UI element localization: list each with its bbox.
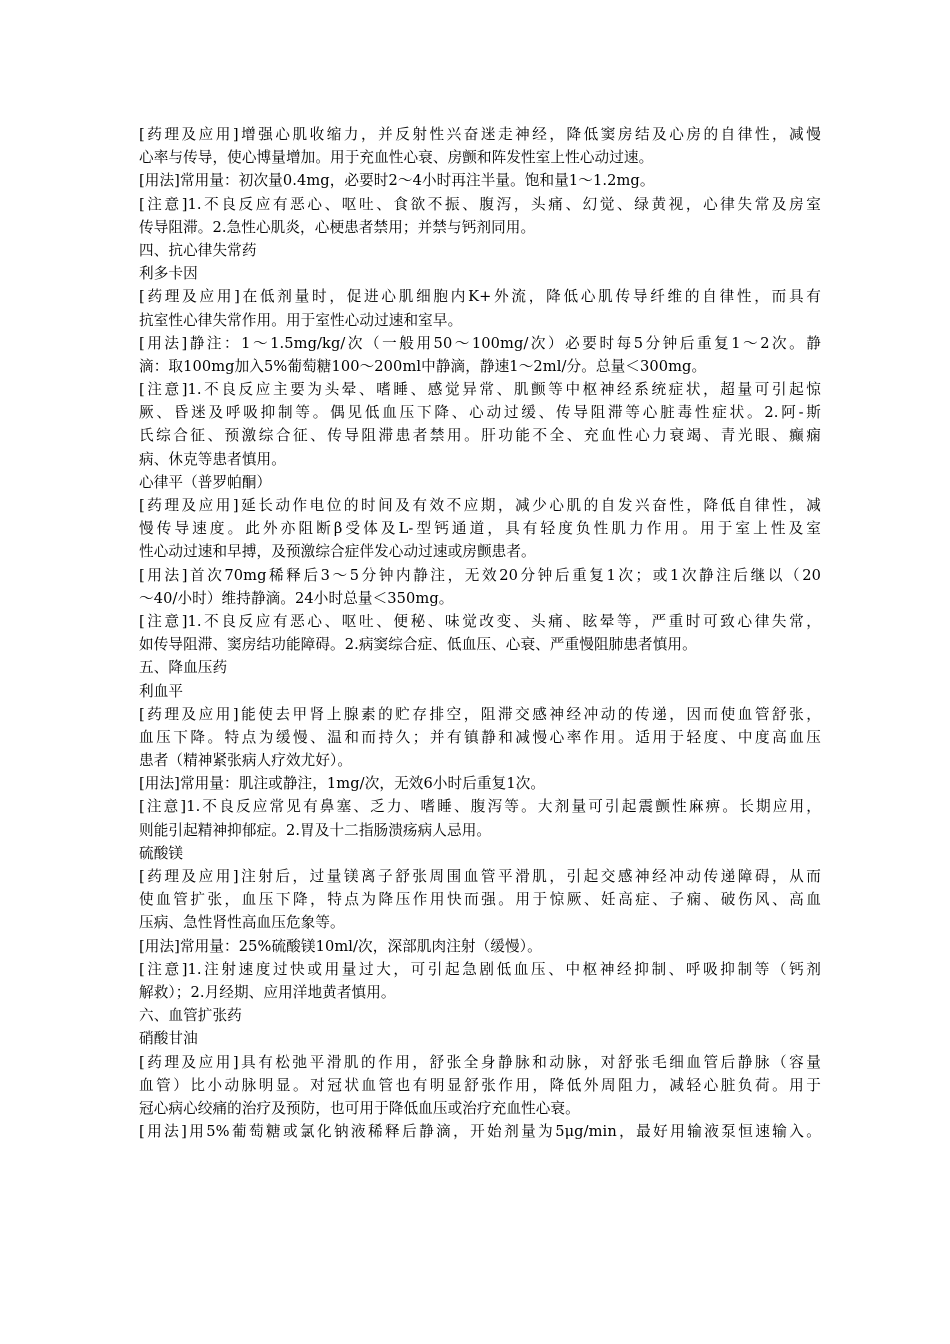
text-line: 患者（精神紧张病人疗效尤好）。 [139, 752, 353, 770]
text-line: [注意]1.不良反应有恶心、呕吐、便秘、味觉改变、头痛、眩晕等，严重时可致心律失常， [139, 612, 821, 630]
text-line: 冠心病心绞痛的治疗及预防，也可用于降低血压或治疗充血性心衰。 [139, 1099, 580, 1117]
text-line: ～40/小时）维持静滴。24小时总量＜350mg。 [139, 589, 454, 607]
text-line: 滴：取100mg加入5%葡萄糖100～200ml中静滴，静速1～2ml/分。总量＜300mg。 [139, 357, 707, 375]
text-line: 硫酸镁 [139, 844, 184, 862]
text-line: [药理及应用]延长动作电位的时间及有效不应期，减少心肌的自发兴奋性，降低自律性，减 [139, 497, 821, 514]
text-line: 慢传导速度。此外亦阻断β受体及L-型钙通道，具有轻度负性肌力作用。用于室上性及室 [139, 520, 821, 538]
text-line: 利多卡因 [139, 265, 198, 283]
text-line: 厥、昏迷及呼吸抑制等。偶见低血压下降、心动过缓、传导阻滞等心脏毒性症状。2.阿-斯 [139, 404, 821, 422]
text-line: 压病、急性肾性高血压危象等。 [139, 914, 345, 932]
text-line: 五、降血压药 [139, 659, 228, 677]
text-line: [注意]1.不良反应有恶心、呕吐、食欲不振、腹泻，头痛、幻觉、绿黄视，心律失常及房室 [139, 195, 821, 213]
text-line: [用法]静注：1～1.5mg/kg/次（一般用50～100mg/次）必要时每5分钟后重复1～2次。静 [139, 334, 821, 352]
text-line: 硝酸甘油 [139, 1030, 198, 1048]
text-line: [用法]常用量：25%硫酸镁10ml/次，深部肌肉注射（缓慢）。 [139, 937, 542, 955]
text-line: [注意]1.不良反应常见有鼻塞、乏力、嗜睡、腹泻等。大剂量可引起震颤性麻痹。长期应用， [139, 798, 821, 816]
text-line: 血压下降。特点为缓慢、温和而持久；并有镇静和减慢心率作用。适用于轻度、中度高血压 [139, 728, 821, 746]
text-line: 心率与传导，使心博量增加。用于充血性心衰、房颤和阵发性室上性心动过速。 [139, 149, 654, 167]
text-line: 血管）比小动脉明显。对冠状血管也有明显舒张作用，降低外周阻力，减轻心脏负荷。用于 [139, 1076, 821, 1094]
text-line: [药理及应用]具有松弛平滑肌的作用，舒张全身静脉和动脉，对舒张毛细血管后静脉（容量 [139, 1053, 821, 1071]
text-line: [注意]1.注射速度过快或用量过大，可引起急剧低血压、中枢神经抑制、呼吸抑制等（钙剂 [139, 960, 821, 978]
text-line: [用法]常用量：肌注或静注，1mg/次，无效6小时后重复1次。 [139, 775, 546, 793]
text-line: 抗室性心律失常作用。用于室性心动过速和室早。 [139, 311, 463, 329]
text-line: 病、休克等患者慎用。 [139, 450, 286, 468]
text-line: 心律平（普罗帕酮） [139, 473, 272, 491]
text-line: [注意]1.不良反应主要为头晕、嗜睡、感觉异常、肌颤等中枢神经系统症状，超量可引起惊 [139, 381, 821, 399]
text-line: [用法]常用量：初次量0.4mg，必要时2～4小时再注半量。饱和量1～1.2mg。 [139, 172, 655, 190]
text-line: 性心动过速和早搏，及预激综合症伴发心动过速或房颤患者。 [139, 543, 536, 561]
text-line: 传导阻滞。2.急性心肌炎，心梗患者禁用；并禁与钙剂同用。 [139, 218, 536, 236]
text-line: [药理及应用]能使去甲肾上腺素的贮存排空，阻滞交感神经冲动的传递，因而使血管舒张， [139, 705, 821, 723]
text-line: 如传导阻滞、窦房结功能障碍。2.病窦综合症、低血压、心衰、严重慢阻肺患者慎用。 [139, 636, 697, 654]
text-line: 氏综合征、预激综合征、传导阻滞患者禁用。肝功能不全、充血性心力衰竭、青光眼、癫痫 [139, 427, 821, 445]
document-body [139, 123, 821, 1143]
text-line: 则能引起精神抑郁症。2.胃及十二指肠溃疡病人忌用。 [139, 821, 492, 839]
text-line: [用法]首次70mg稀释后3～5分钟内静注，无效20分钟后重复1次；或1次静注后继以（20 [139, 566, 821, 584]
text-line: [药理及应用]增强心肌收缩力，并反射性兴奋迷走神经，降低窦房结及心房的自律性，减慢 [139, 126, 821, 143]
text-line: 解救）；2.月经期、应用洋地黄者慎用。 [139, 983, 396, 1001]
text-line: [用法]用5%葡萄糖或氯化钠液稀释后静滴，开始剂量为5μg/min，最好用输液泵恒速输入。 [139, 1123, 821, 1141]
text-line: 利血平 [139, 682, 184, 700]
text-line: [药理及应用]注射后，过量镁离子舒张周围血管平滑肌，引起交感神经冲动传递障碍，从而 [139, 868, 821, 885]
text-line: 使血管扩张，血压下降，特点为降压作用快而强。用于惊厥、妊高症、子痫、破伤风、高血 [139, 891, 821, 909]
text-line: [药理及应用]在低剂量时，促进心肌细胞内K+外流，降低心肌传导纤维的自律性，而具有 [139, 288, 821, 306]
text-line: 四、抗心律失常药 [139, 241, 257, 259]
text-line: 六、血管扩张药 [139, 1007, 242, 1025]
